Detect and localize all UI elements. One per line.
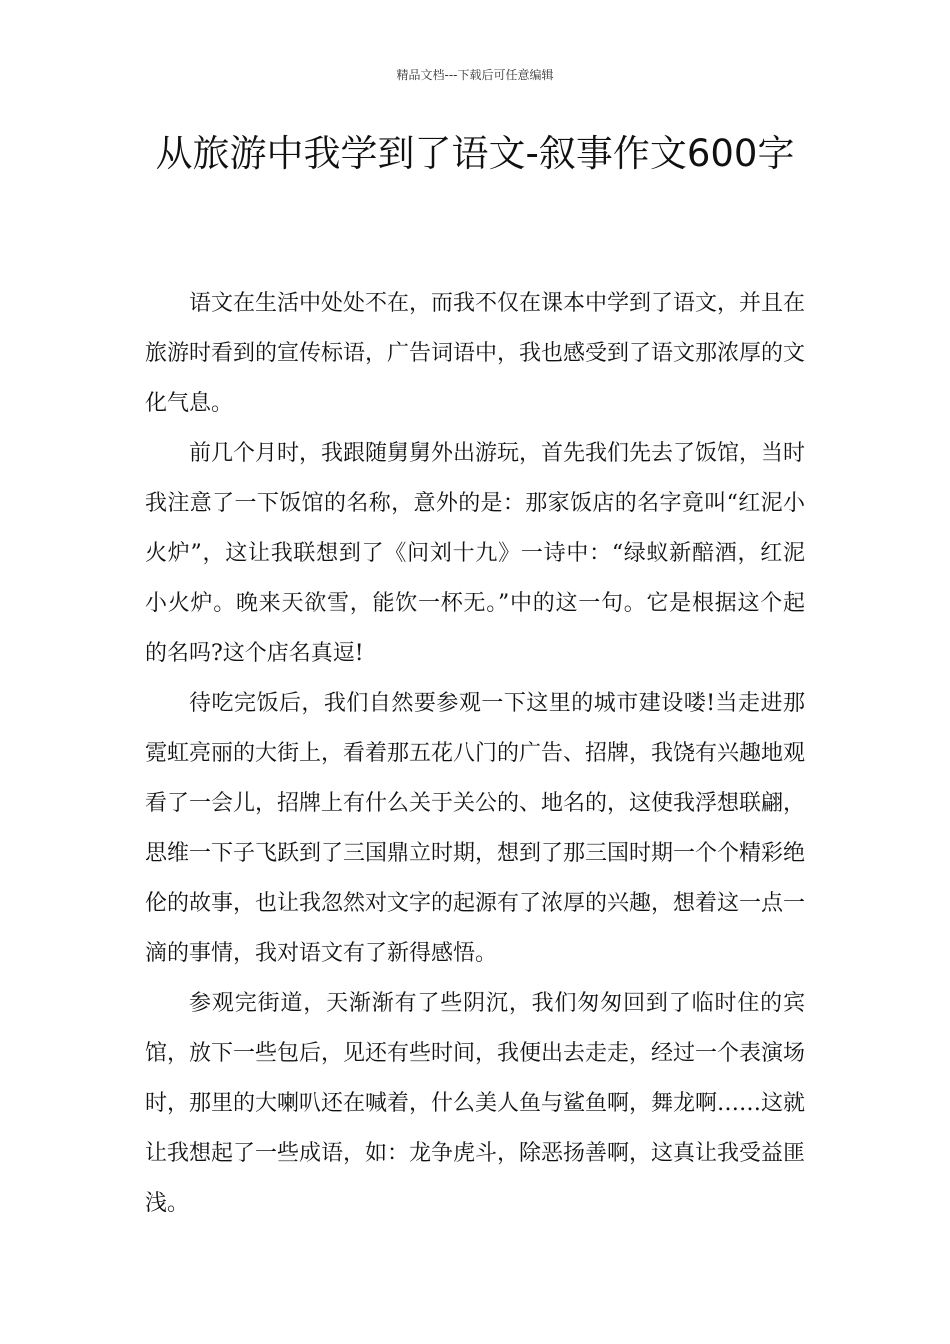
paragraph-3: 待吃完饭后，我们自然要参观一下这里的城市建设喽!当走进那霓虹亮丽的大街上，看着那五花八门的广告、招牌，我饶有兴趣地观看了一会儿，招牌上有什么关于关公的、地名的，这使我浮想联翩，思维一下子飞跃到了三国鼎立时期，想到了那三国时期一个个精彩绝伦的故事，也让我忽然对文字的起源有了浓厚的兴趣，想着这一点一滴的事情，我对语文有了新得感悟。 [145,691,806,966]
document-title: 从旅游中我学到了语文-叙事作文600字 [155,132,795,175]
article-body [145,279,805,1229]
paragraph-4: 参观完街道，天渐渐有了些阴沉，我们匆匆回到了临时住的宾馆，放下一些包后，见还有些时间，我便出去走走，经过一个表演场时，那里的大喇叭还在喊着，什么美人鱼与鲨鱼啊，舞龙啊……这就让我想起了一些成语，如：龙争虎斗，除恶扬善啊，这真让我受益匪浅。 [145,991,806,1216]
page-header: 精品文档---下载后可任意编辑 [396,68,554,82]
paragraph-2: 前几个月时，我跟随舅舅外出游玩，首先我们先去了饭馆，当时我注意了一下饭馆的名称，意外的是：那家饭店的名字竟叫“红泥小火炉”，这让我联想到了《问刘十九》一诗中：“绿蚁新醅酒，红泥小火炉。晚来天欲雪，能饮一杯无。”中的这一句。它是根据这个起的名吗?这个店名真逗! [145,441,806,666]
paragraph-1: 语文在生活中处处不在，而我不仅在课本中学到了语文，并且在旅游时看到的宣传标语，广告词语中，我也感受到了语文那浓厚的文化气息。 [145,291,806,416]
